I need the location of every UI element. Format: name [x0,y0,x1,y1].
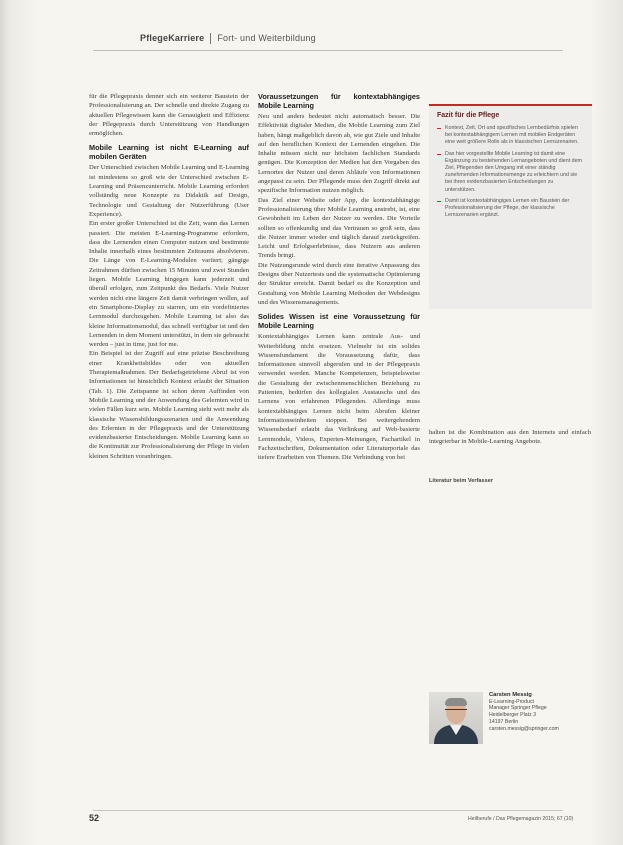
text-column-2 [258,92,420,462]
body-paragraph: Die Nutzungsrunde wird durch eine iterative Anpassung des Designs über Nutzertests und die systematische Optimierung der Struktur erreicht. Damit bedarf es die Konzeption und Gestaltung von Mobile Learning Methoden der Webdesigns und des Wissensmanagements. [258,261,420,306]
magazine-brand: PflegeKarriere [140,33,205,43]
section-heading: Mobile Learning ist nicht E-Learning auf mobilen Geräten [89,143,249,162]
summary-item-text: Kontext, Zeit, Ort und spezifisches Lernbedürfnis spielen bei kontextabhängigem Lernen mit mobilen Endgeräten eine weit größere Rolle als in klassischen Lernszenarien. [445,125,579,146]
section-heading: Voraussetzungen für kontextabhängiges Mobile Learning [258,92,420,110]
author-detail: 14197 Berlin [489,718,519,725]
body-paragraph: halten ist die Kombination aus den Internets und einfach integrierbar in Mobile-Learning Angebote. [429,429,591,446]
footer-rule [93,810,563,811]
author-detail: Manager Springer Pflege [489,705,547,712]
summary-box [429,104,592,309]
body-paragraph: Ein erster großer Unterschied ist die Zeit, wann das Lernen passiert. Die meisten E-Learning-Programme erfordern, dass die Lernenden einen Computer nutzen und bestimmte Inhalte innerhalb eines bestimmten Zeitraums absolvieren. Die Länge von E-Learning-Modulen variiert; gängige Zeitrahmen dürften zwischen 15 Minuten und zwei Stunden liegen. Mobile Learning hingegen kann jederzeit und überall erfolgen, zum Zeitpunkt des Bedarfs. Viele Nutzer werden nicht eine längere Zeit damit verbringen wollen, auf ein Smartphone-Display zu starren, um ein vordefiniertes Lernmodul durchzugehen. Mobile Learning ist also das kleine Informationsmodul, das schnell verfügbar ist und den Lernenden in dem Moment unterstützt, in dem sie gebraucht werden – just in time, just for me. [89,220,249,349]
summary-item [437,125,584,147]
body-paragraph: für die Pflegepraxis denner sich ein weiterer Baustein der Professionalisierung an. Der schnelle und direkte Zugang zu aktuellen Pflegewissen kann die Genauigkeit und Effizienz der Pflegepraxis durch Unterstützung von Handlungen ermöglichen. [89,93,249,138]
author-detail: carsten.messig@springer.com [489,725,559,732]
journal-reference: Heilberufe / Das Pflegemagazin 2015; 67 (10) [468,816,574,822]
page-header [140,30,316,46]
body-paragraph: Der Unterschied zwischen Mobile Learning und E-Learning ist mindestens so groß wie der Unterschied zwischen E-Learning und Präsenzunterricht. Mobile Learning erfordert vollständig neue Konzepte zu Didaktik auf Design, Technologie und Gestaltung der Nutzerführung (User Experience). [89,164,249,218]
dash-bullet-icon [437,128,441,129]
text-column-1 [89,92,249,461]
header-rule [93,50,563,51]
text-column-3 [429,428,591,447]
author-detail: E-Learning-Product [489,698,534,705]
section-heading: Solides Wissen ist eine Voraussetzung für Mobile Learning [258,312,420,331]
summary-list [437,125,584,219]
author-photo [429,692,483,744]
author-detail: Heidelberger Platz 3 [489,712,537,719]
author-info [483,692,559,744]
body-paragraph: Das Ziel einer Website oder App, die kontextabhängige Professionalisierung über Mobile Learning anstrebt, ist, eine Gewohnheit im Leben der Nutzer zu werden. Die Vorteile sollten so offenkundig und das Vertrauen so groß sein, dass die Nutzer immer wieder und täglich darauf zurückgreifen. Leicht und Erfolgserlebnisse, dass Nutzern aus anderen Trends bringt. [258,196,420,260]
summary-item [437,198,584,220]
summary-box-title: Fazit für die Pflege [437,112,500,119]
author-box [429,692,594,744]
summary-item [437,151,584,194]
body-paragraph: Neu und anders bedeutet nicht automatisch besser. Die Effektivität digitaler Medien, die Mobile Learning zum Ziel haben, hängt maßgeblich davon ab, wie gut Ziele und Inhalte auf den beruflichen Kontext der Lernenden eingehen. Die Inhalte müssen nicht nur höchsten fachlichen Standards genügen. Die Konzeption der Medien hat den Vorgaben des Lernortes der Nutzer und deren Abläufe von Informationen angepasst zu sein. Der Pflegende muss den Zugriff direkt auf spezifische Information nutzen möglich. [258,113,420,195]
summary-item-text: Das hier vorgestellte Mobile Learning ist damit eine Ergänzung zu bestehenden Lernangeboten und dient dem Ziel, Pflegenden den Umgang mit einer ständig zunehmenden Informationsmenge zu erleichtern und sie bei ihren evidenzbasierten Entscheidungen zu unterstützen. [445,150,582,193]
dash-bullet-icon [437,154,441,155]
page-number: 52 [89,813,100,823]
body-paragraph: Ein Beispiel ist der Zugriff auf eine präzise Beschreibung einer Krankheitsbildes oder von aktuellen Therapiemaßnahmen. Der Bedarfsgetriebene Abruf ist von Informationen ist hinsichtlich Kontext erlaubt der Situation (Tab. 1). Die Zeitspanne ist schon deren Auffinden von Mobile Learning und der Anwendung des Gelernten wird in vielen Fällen kurz sein. Mobile Learning sieht weit mehr als klassische Wissensbildungsszenarien und die Anwendung des Erlernten in der Pflegepraxis und der Unterstützung evidenzbasierter Entscheidungen. Mobile Learning kann so die Kontinuität zur Professionalisierung der Pflege in vielen kleinen Schritten voranbringen. [89,350,249,460]
section-title: Fort- und Weiterbildung [217,33,316,43]
summary-item-text: Damit ist kontextabhängiges Lernen ein Baustein der Professionalisierung der Pflege, der klassische Lernszenarien ergänzt. [445,197,570,219]
dash-bullet-icon [437,201,441,202]
literature-note: Literatur beim Verfasser [429,478,494,484]
body-paragraph: Kontextabhängiges Lernen kann zentrale Aus- und Weiterbildung nicht ersetzen. Vielmehr ist ein solides Wissensfundament die Voraussetzung dafür, dass Informationen sinnvoll abgerufen und in der Pflegepraxis verwendet werden. Manche Kompetenzen, beispielsweise die Gestaltung der zwischenmenschlichen Beziehung zu Patienten, bedürfen des kollegialen Austauschs und des Lernens von erfahrenen Pflegenden. Allerdings muss kontextabhängiges Lernen nicht beim Abrufen kleiner Informationseinheiten stoppen. Bei weitergehendem Wissensbedarf erlaubt das Verlinkung auf Web-basierte Lernmodule, Videos, Experten-Meinungen, Fachartikel in Fachzeitschriften, Dokumentation oder Literaturportale das tiefere Erarbeiten von Themen. Die Verbindung von bei [258,333,420,462]
author-name: Carsten Messig [489,692,532,698]
header-divider [210,33,211,44]
